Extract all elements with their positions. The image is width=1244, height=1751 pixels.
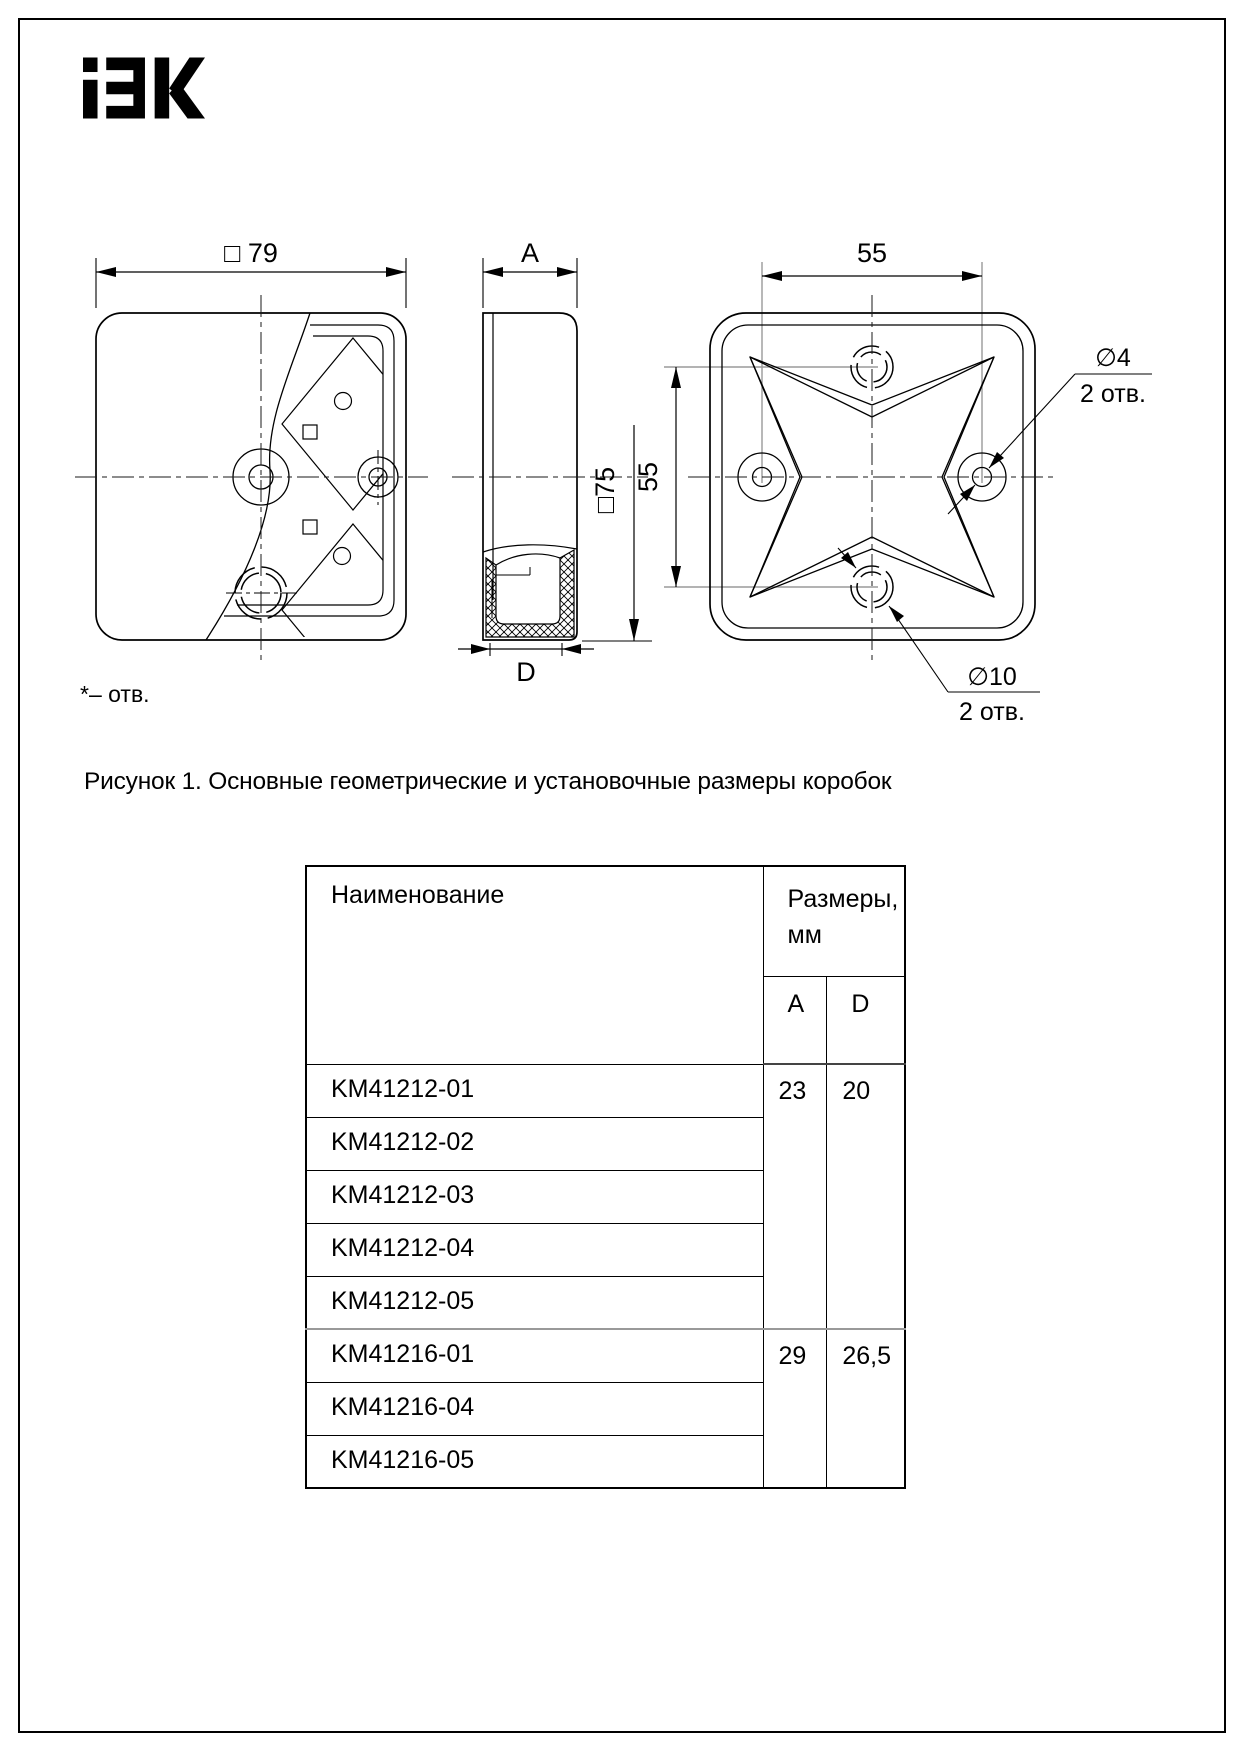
model-cell: KM41212-03 <box>306 1170 763 1223</box>
model-cell: KM41212-01 <box>306 1064 763 1117</box>
side-view <box>452 238 652 687</box>
front-width-label: □ 79 <box>224 238 278 268</box>
side-base-label: D <box>516 657 536 687</box>
dim-a-value: 29 <box>763 1329 827 1488</box>
back-hspacing-label: 55 <box>856 238 888 268</box>
hole-small-callout <box>948 344 1152 514</box>
front-knockout-square <box>303 520 317 534</box>
dim-d-value: 20 <box>827 1064 906 1329</box>
dim-d-value: 26,5 <box>827 1329 906 1488</box>
back-view <box>633 238 1152 726</box>
hole-small-dia-label: ∅4 <box>1095 344 1131 372</box>
figure-drawing <box>0 0 1244 760</box>
model-cell: KM41216-05 <box>306 1435 763 1488</box>
hole-large-qty-label: 2 отв. <box>959 698 1025 726</box>
dim-a-value: 23 <box>763 1064 827 1329</box>
front-knockout-square <box>303 425 317 439</box>
front-small-hole <box>335 393 352 410</box>
table-header-sizes-line1: Размеры, <box>787 885 899 913</box>
dimensions-table <box>305 865 906 1489</box>
table-header-d: D <box>827 977 906 1065</box>
front-small-hole <box>334 548 351 565</box>
front-view <box>75 238 428 696</box>
hole-large-dia-label: ∅10 <box>967 663 1017 691</box>
model-cell: KM41212-04 <box>306 1223 763 1276</box>
model-cell: KM41216-01 <box>306 1329 763 1382</box>
side-depth-label: A <box>520 238 540 268</box>
hole-small-qty-label: 2 отв. <box>1080 380 1146 408</box>
back-vspacing-label: 55 <box>633 461 663 493</box>
table-header-sizes <box>763 866 905 977</box>
model-cell: KM41212-02 <box>306 1117 763 1170</box>
model-cell: KM41212-05 <box>306 1276 763 1329</box>
table-header-sizes-line2: мм <box>787 921 822 950</box>
table-header-a: A <box>763 977 827 1065</box>
side-height-label: □75 <box>590 466 620 514</box>
figure-footnote: *– отв. <box>80 681 150 707</box>
model-cell: KM41216-04 <box>306 1382 763 1435</box>
dim-arrow <box>96 267 116 277</box>
table-row <box>306 1329 905 1382</box>
table-row <box>306 1064 905 1117</box>
dim-arrow <box>386 267 406 277</box>
table-header-name: Наименование <box>306 866 763 1064</box>
figure-caption: Рисунок 1. Основные геометрические и установочные размеры коробок <box>84 768 892 795</box>
